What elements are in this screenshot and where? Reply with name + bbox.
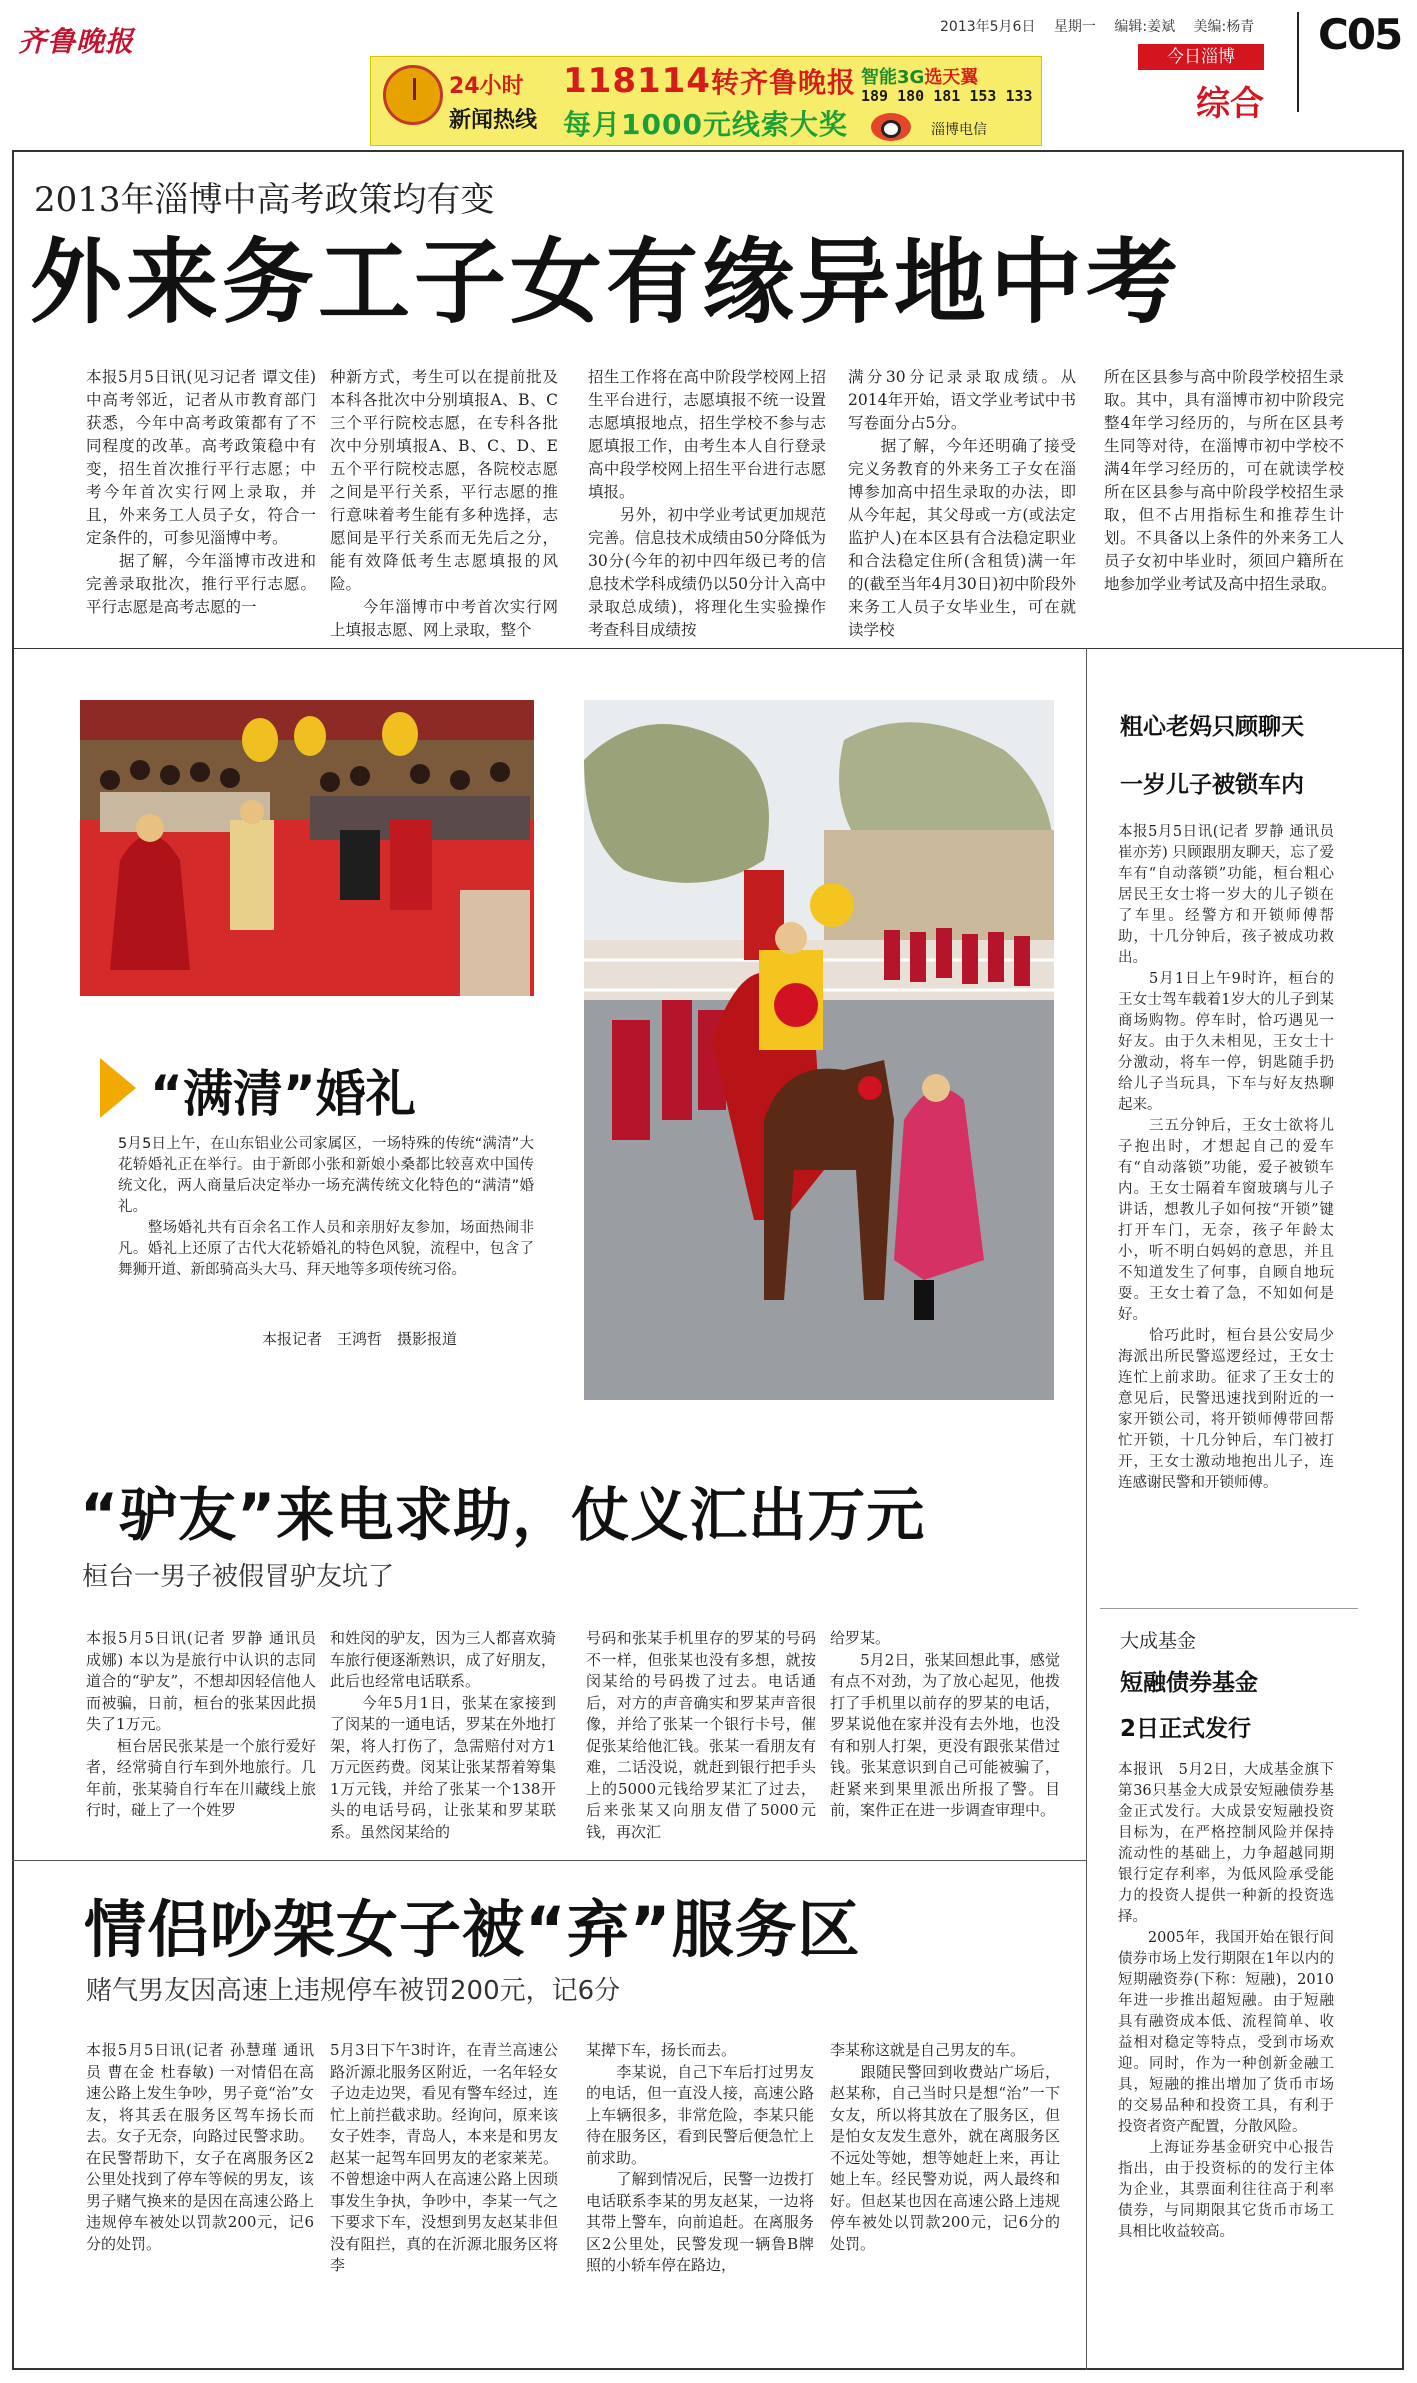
ad-prize: 每月1000元线索大奖 (563, 108, 848, 141)
hotline-ad-banner (370, 56, 1042, 146)
ad-phone-prefixes: 189 180 181 153 133 (861, 87, 1033, 105)
header-divider (1297, 12, 1299, 112)
story2-body: 5月5日上午，在山东铝业公司家属区，一场特殊的传统“满清”大花轿婚礼正在举行。由于新郎小张和新娘小桑都比较喜欢中国传统文化，两人商量后决定举办一场充满传统文化特色的“满清”婚礼。 整场婚礼共有百余名工作人员和亲朋好友参加，场面热闹非凡。婚礼上还原了古代大花轿婚礼的特色风貌，流程中，包含了舞狮开道、新郎骑高头大马、拜天地等多项传统习俗。 (118, 1136, 534, 1278)
ad-hotline-bottom: 新闻热线 (449, 108, 538, 133)
section-tag: 今日淄博 (1138, 44, 1264, 70)
masthead-logo: 齐鲁晚报 (18, 25, 135, 58)
weibo-icon (871, 113, 911, 141)
story6-col3: 某撵下车，扬长而去。 李某说，自己下车后打过男友的电话，但一直没人接，高速公路上车辆很多，非常危险，李某只能待在服务区，看到民警后便急忙上前求助。 了解到情况后，民警一边拨打电话联系李某的男友赵某，一边将其带上警车，向前追赶。在离服务区2公里处，民警发现一辆鲁B牌照的小轿车停在路边， (586, 2041, 814, 2274)
story3-body: 本报5月5日讯(记者 罗静 通讯员 崔亦芳) 只顾跟朋友聊天，忘了爱车有“自动落锁”功能，桓台粗心居民王女士将一岁大的儿子锁在了车里。经警方和开锁师傅帮助，十几分钟后，孩子被成功救出。 5月1日上午9时许，桓台的王女士驾车载着1岁大的儿子到某商场购物。停车时，恰巧遇见一好友。由于久未相见，王女士十分激动，将车一停，钥匙随手扔给儿子当玩具，下车与好友热聊起来。 三五分钟后，王女士欲将儿子抱出时，才想起自己的爱车有“自动落锁”功能，爱子被锁车内。王女士隔着车窗玻璃与儿子讲话，想教儿子如何按“开锁”键打开车门，无奈，孩子年龄太小，听不明白妈妈的意思，并且不知道发生了何事，自顾自地玩耍。王女士着了急，不知如何是好。 恰巧此时，桓台县公安局少海派出所民警巡逻经过，王女士连忙上前求助。征求了王女士的意见后，民警迅速找到附近的一家开锁公司，将开锁师傅带回帮忙开锁，十几分钟后，车门被打开，王女士激动地抱出儿子，连连感谢民警和开锁师傅。 (1118, 824, 1334, 1491)
ad-number: 118114 (563, 61, 711, 101)
story2-byline: 本报记者 王鸿哲 摄影报道 (262, 1330, 458, 1348)
clock-icon (383, 65, 443, 125)
section-name: 综合 (1196, 84, 1264, 124)
story6-col1: 本报5月5日讯(记者 孙慧瑾 通讯员 曹在金 杜春敏) 一对情侣在高速公路上发生争吵，男子竟“治”女友，将其丢在服务区驾车扬长而去。女子无奈，向路过民警求助。在民警帮助下，女子在离服务区2公里处找到了停车等候的男友，该男子赌气换来的是因在高速公路上违规停车被处以罚款200元，记6分的处罚。 (86, 2041, 314, 2253)
horse-procession-image (584, 700, 1054, 1400)
story1-bottom-rule (12, 648, 1404, 649)
issue-weekday: 星期一 (1053, 19, 1096, 35)
story5-headline1: 短融债券基金 (1120, 1670, 1258, 1696)
arrow-icon (100, 1058, 136, 1118)
ad-brand: 齐鲁晚报 (739, 66, 856, 99)
story4-bottom-rule (12, 1860, 1086, 1861)
story4-col3: 号码和张某手机里存的罗某的号码不一样，但张某也没有多想，就按闵某给的号码拨了过去。电话通后，对方的声音确实和罗某声音很像，并给了张某一个银行卡号，催促张某给他汇钱。张某一看朋友有难，二话没说，就赶到银行把手头上的5000元钱给罗某汇了过去，后来张某又向朋友借了5000元钱，再次汇 (586, 1629, 816, 1841)
story1-kicker: 2013年淄博中高考政策均有变 (34, 180, 495, 220)
story3-headline: 一岁儿子被锁车内 (1120, 772, 1304, 798)
story4-col4: 给罗某。 5月2日，张某回想此事，感觉有点不对劲，为了放心起见，他拨打了手机里以前存的罗某的电话，罗某说他在家并没有去外地，也没有和别人打架，更没有跟张某借过钱。张某意识到自己可能被骗了，赶紧来到果里派出所报了警。目前，案件正在进一步调查审理中。 (830, 1629, 1060, 1819)
designer-credit: 美编:杨青 (1193, 19, 1255, 35)
story4-subhead: 桓台一男子被假冒驴友坑了 (82, 1562, 395, 1592)
story4-headline: “驴友”来电求助，仗义汇出万元 (80, 1481, 926, 1549)
horse-procession-photo (584, 700, 1054, 1400)
story4-col1: 本报5月5日讯(记者 罗静 通讯员 成娜) 本以为是旅行中认识的志同道合的“驴友”，不想却因轻信他人而被骗，日前，桓台的张某因此损失了1万元。 桓台居民张某是一个旅行爱好者，经常骑自行车到外地旅行。几年前，张某骑自行车在川藏线上旅行时，碰上了一个姓罗 (86, 1629, 316, 1819)
story1-col1: 本报5月5日讯(见习记者 谭文佳) 中高考邻近，记者从市教育部门获悉，今年中高考政策都有了不同程度的改革。高考政策稳中有变，招生首次推行平行志愿；中考今年首次实行网上录取，并且，外来务工人员子女，符合一定条件的，可参见淄博中考。 据了解，今年淄博市改进和完善录取批次，推行平行志愿。平行志愿是高考志愿的一 (86, 368, 316, 616)
story5-headline2: 2日正式发行 (1120, 1716, 1252, 1742)
story3-bottom-rule (1100, 1608, 1358, 1609)
ad-smart-brand: 选天翼 (924, 67, 979, 88)
ad-smart: 智能3G (861, 67, 925, 88)
ad-transfer: 转 (710, 66, 740, 99)
wedding-ceremony-image (80, 700, 534, 996)
story1-col5: 所在区县参与高中阶段学校招生录取。其中，具有淄博市初中阶段完整4年学习经历的，与所在区县考生同等对待，在淄博市初中学校不满4年学习经历的，可在就读学校所在区县参与高中阶段学校招生录取，但不占用指标生和推荐生计划。不具备以上条件的外来务工人员子女初中毕业时，须回户籍所在地参加学业考试及高中招生录取。 (1104, 368, 1344, 593)
story4-col2: 和姓闵的驴友，因为三人都喜欢骑车旅行便逐渐熟识，成了好朋友，此后也经常电话联系。 今年5月1日，张某在家接到了闵某的一通电话，罗某在外地打架，将人打伤了，急需赔付对方1万元医药费。闵某让张某帮着筹集1万元钱，并给了张某一个138开头的电话号码，让张某和罗某联系。虽然闵某给的 (330, 1629, 556, 1841)
ad-telecom: 淄博电信 (931, 122, 987, 138)
header-meta (940, 16, 1268, 36)
ad-hotline-top: 24小时 (449, 74, 524, 99)
story6-col4: 李某称这就是自己男友的车。 跟随民警回到收费站广场后，赵某称，自己当时只是想“治”一下女友，所以将其放在了服务区，但是怕女友发生意外，就在离服务区不远处等她，想等她赶上来，再让她上车。经民警劝说，两人最终和好。但赵某也因在高速公路上违规停车被处以罚款200元，记6分的处罚。 (830, 2041, 1060, 2253)
ad-number-line (563, 61, 856, 101)
story5-body: 本报讯 5月2日，大成基金旗下第36只基金大成景安短融债券基金正式发行。大成景安短融投资目标为，在严格控制风险并保持流动性的基础上，力争超越同期银行定存利率，为低风险承受能力的投资人提供一种新的投资选择。 2005年，我国开始在银行间债券市场上发行期限在1年以内的短期融资券(下称：短融)，2010年进一步推出超短融。由于短融具有融资成本低、流程简单、收益相对稳定等特点，受到市场欢迎。同时，作为一种创新金融工具，短融的推出增加了货币市场的交易品种和投资工具，有利于投资者资产配置，分散风险。 上海证券基金研究中心报告指出，由于投资标的的发行主体为企业，其票面利往往高于利率债券，与同期限其它货币市场工具相比收益较高。 (1118, 1762, 1334, 2240)
story1-col4: 满分30分记录录取成绩。从2014年开始，语文学业考试中书写卷面分占5分。 据了解，今年还明确了接受完义务教育的外来务工子女在淄博参加高中招生录取的办法，即从今年起，其父母或一方(或法定监护人)在本区县有合法稳定职业和合法稳定住所(含租赁)满一年的(截至当年4月30日)初中阶段外来务工人员子女毕业生，可在就读学校 (848, 368, 1076, 639)
editor-credit: 编辑:姜斌 (1114, 19, 1176, 35)
ad-smart-line (861, 63, 978, 89)
story5-kicker: 大成基金 (1120, 1630, 1197, 1652)
story1-col3: 招生工作将在高中阶段学校网上招生平台进行，志愿填报不统一设置志愿填报地点，招生学校不参与志愿填报工作，由考生本人自行登录高中段学校网上招生平台进行志愿填报。 另外，初中学业考试更加规范完善。信息技术成绩由50分降低为30分(今年的初中四年级已考的信息技术学科成绩仍以50分计入高中录取总成绩)，将理化生实验操作考查科目成绩按 (588, 368, 826, 639)
wedding-ceremony-photo (80, 700, 534, 996)
right-column-rule (1086, 648, 1087, 2370)
story6-col2: 5月3日下午3时许，在青兰高速公路沂源北服务区附近，一名年轻女子边走边哭，看见有警车经过，连忙上前拦截求助。经询问，原来该女子姓李，青岛人，本来是和男友赵某一起驾车回男友的老家莱芜。不曾想途中两人在高速公路上因琐事发生争执，争吵中，李某一气之下要求下车，没想到男友赵某非但没有阻拦，真的在沂源北服务区将李 (330, 2041, 558, 2274)
story2-headline: “满清”婚礼 (150, 1065, 416, 1123)
story3-kicker: 粗心老妈只顾聊天 (1120, 714, 1304, 740)
page-number: C05 (1318, 10, 1402, 59)
story6-subhead: 赌气男友因高速上违规停车被罚200元，记6分 (86, 1976, 621, 2006)
story1-headline: 外来务工子女有缘异地中考 (30, 229, 1183, 336)
story1-col2: 种新方式，考生可以在提前批及本科各批次中分别填报A、B、C三个平行院校志愿，在专科各批次中分别填报A、B、C、D、E五个平行院校志愿，各院校志愿之间是平行关系，平行志愿的推行意味着考生能有多种选择，志愿间是平行关系而无先后之分，能有效降低考生志愿填报的风险。 今年淄博市中考首次实行网上填报志愿、网上录取，整个 (330, 368, 558, 639)
issue-date: 2013年5月6日 (940, 19, 1036, 35)
story6-headline: 情侣吵架女子被“弃”服务区 (84, 1893, 861, 1966)
